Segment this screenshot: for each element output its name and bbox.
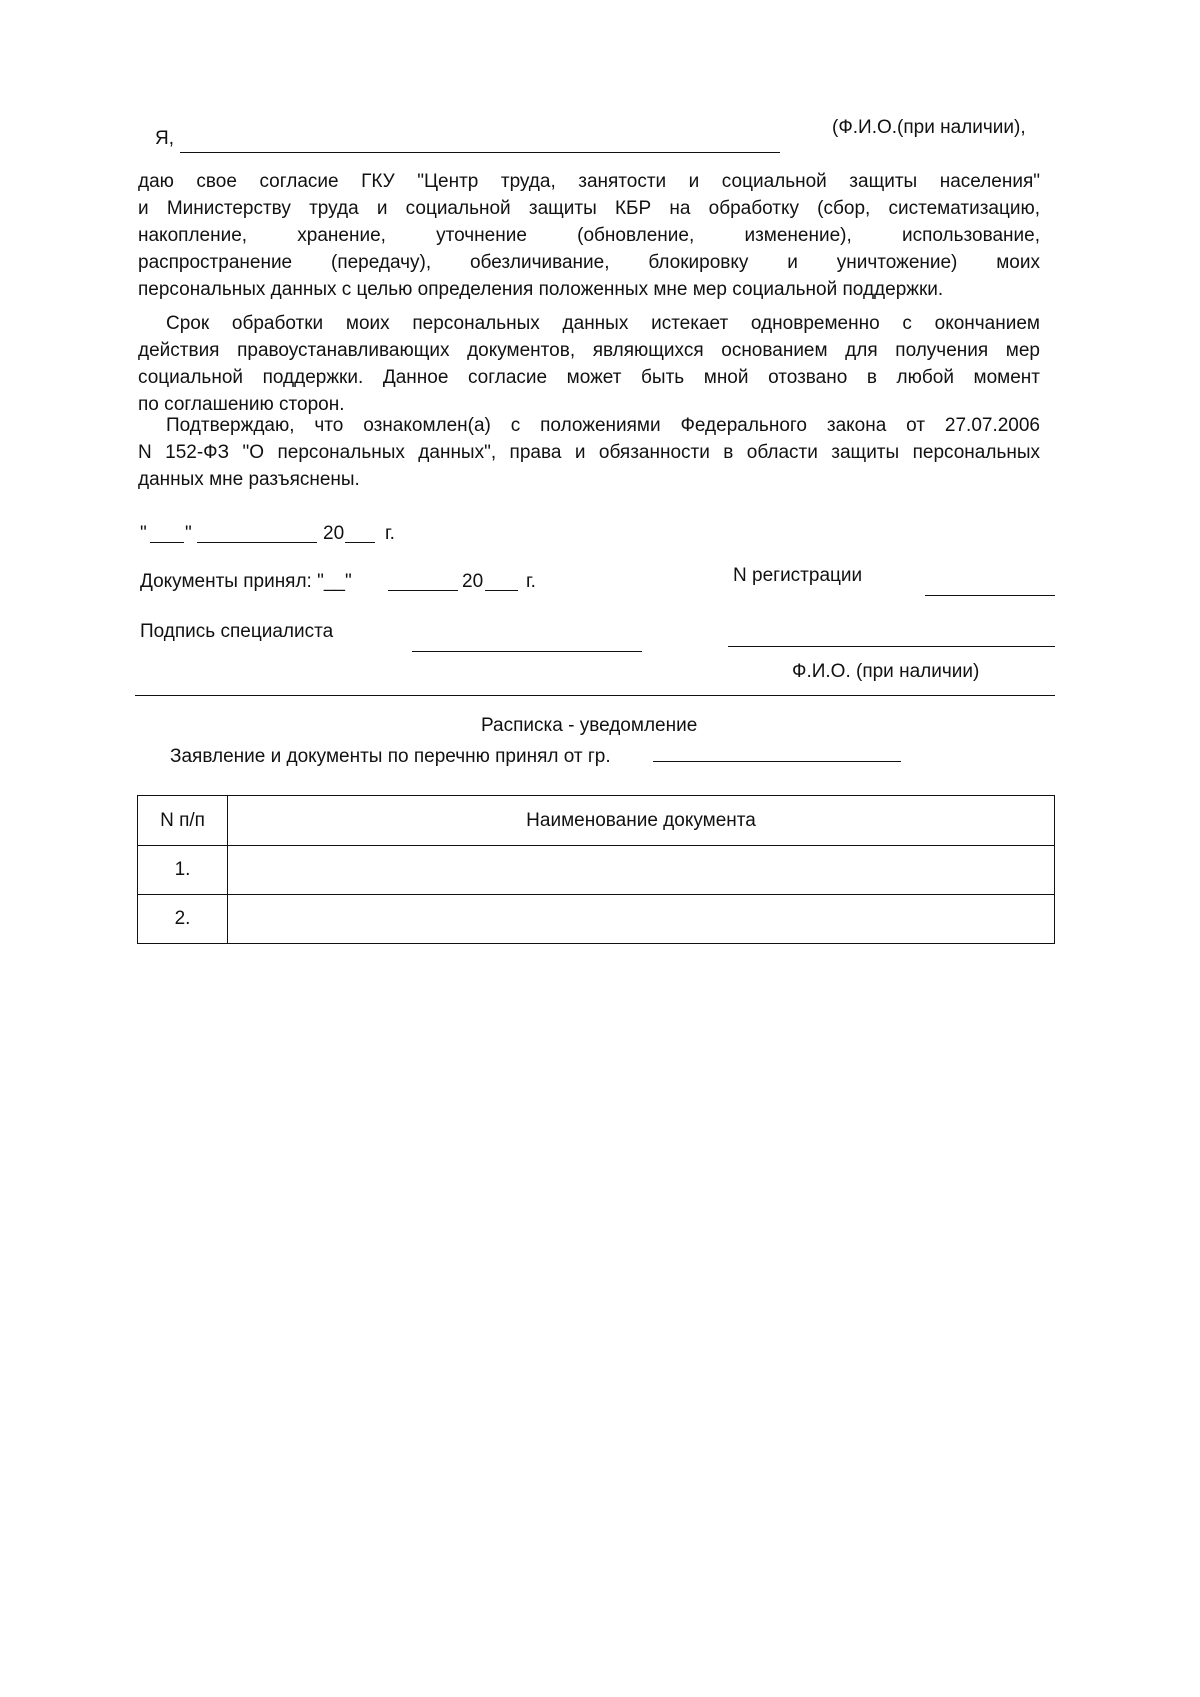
table-cell-number: 1. — [138, 846, 228, 895]
specialist-fio-blank — [728, 646, 1055, 647]
registration-label: N регистрации — [733, 565, 863, 586]
ya-label: Я, — [155, 128, 174, 149]
section-separator — [135, 695, 1055, 696]
confirm-line: данных мне разъяснены. — [138, 469, 360, 490]
date-month-blank — [197, 542, 317, 543]
signature-label: Подпись специалиста — [140, 621, 334, 642]
table-row — [138, 846, 1055, 895]
accepted-year-blank — [485, 590, 518, 591]
accepted-year-suffix: г. — [526, 571, 536, 592]
confirm-line: Подтверждаю, что ознакомлен(а) с положениями Федерального закона от 27.07.2006 — [166, 415, 1040, 436]
documents-table — [137, 795, 1055, 944]
accepted-year-prefix: 20 — [462, 571, 484, 592]
table-header-row — [138, 796, 1055, 846]
consent-line: даю свое согласие ГКУ "Центр труда, занятости и социальной защиты населения" — [138, 171, 1040, 192]
term-line: Срок обработки моих персональных данных истекает одновременно с окончанием — [166, 313, 1040, 334]
consent-line: и Министерству труда и социальной защиты КБР на обработку (сбор, систематизацию, — [138, 198, 1040, 219]
date-year-blank — [345, 542, 375, 543]
table-header-number: N п/п — [138, 796, 228, 846]
consent-paragraph — [138, 168, 1040, 303]
receipt-title: Расписка - уведомление — [481, 715, 698, 736]
confirm-paragraph — [138, 412, 1040, 493]
date-quote-close: " — [185, 523, 192, 544]
term-line: действия правоустанавливающих документов, являющихся основанием для получения мер — [138, 340, 1040, 361]
fio-underline — [180, 152, 780, 153]
consent-line: персональных данных с целью определения положенных мне мер социальной поддержки. — [138, 279, 944, 300]
date-quote-open: " — [140, 523, 147, 544]
term-line: социальной поддержки. Данное согласие может быть мной отозвано в любой момент — [138, 367, 1040, 388]
accepted-label: Документы принял: "__" — [140, 571, 352, 592]
table-row — [138, 895, 1055, 944]
date-day-blank — [150, 542, 184, 543]
term-paragraph — [138, 310, 1040, 418]
confirm-line: N 152-ФЗ "О персональных данных", права и обязанности в области защиты персональных — [138, 442, 1040, 463]
fio-hint: (Ф.И.О.(при наличии), — [832, 117, 1026, 138]
table-cell-document-name[interactable] — [228, 846, 1055, 895]
date-year-suffix: г. — [385, 523, 395, 544]
table-cell-number: 2. — [138, 895, 228, 944]
table-header-document-name: Наименование документа — [228, 796, 1055, 846]
receipt-citizen-blank — [653, 761, 901, 762]
signature-blank — [412, 651, 642, 652]
receipt-statement: Заявление и документы по перечню принял от гр. — [170, 746, 611, 767]
term-line: по соглашению сторон. — [138, 394, 345, 415]
consent-line: распространение (передачу), обезличивание, блокировку и уничтожение) моих — [138, 252, 1040, 273]
consent-line: накопление, хранение, уточнение (обновление, изменение), использование, — [138, 225, 1040, 246]
table-cell-document-name[interactable] — [228, 895, 1055, 944]
accepted-month-blank — [388, 590, 458, 591]
date-year-prefix: 20 — [323, 523, 345, 544]
specialist-fio-caption: Ф.И.О. (при наличии) — [792, 661, 980, 682]
registration-blank — [925, 595, 1055, 596]
